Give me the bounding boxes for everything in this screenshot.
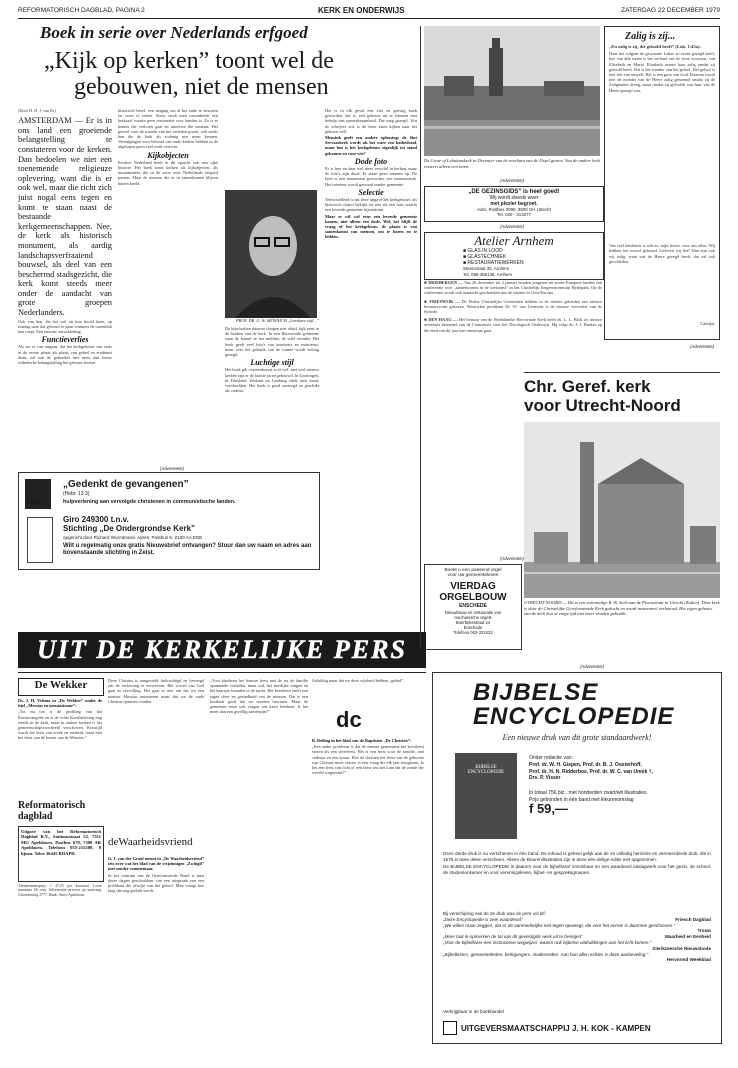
masthead-section: KERK EN ONDERWIJS (318, 6, 405, 15)
byline: (Door H. H. J. van Es) (18, 108, 56, 113)
paragraph-bold: Mensink geeft een andere oplossing: de Sint Servaaskerk wordt als het ware een kathedraal, maar hoe is het kerkgebouw eigenlijk tot stand gekomen en voor wie? (325, 135, 417, 156)
ad-line: ■ GLAS IN LOOD (463, 248, 503, 254)
press-wekker (18, 698, 102, 796)
ad-line: Adm. Postbus 2090, 3500 GH Utrecht (477, 207, 551, 212)
ad-atelier-title: Atelier Arnhem (474, 233, 554, 248)
ad-atelier-arnhem (424, 232, 604, 280)
ad-editor: Drs. P. Visser (529, 775, 561, 782)
paragraph-bold: Ir. J. van der Graaf noemt in „De Waarheidsvriend” iets over wat het blad van de vrijzinnigen „Zwingli” niet zonder commentaar. (108, 856, 204, 872)
news-head: ■ FRIESWIJK — (424, 298, 460, 304)
news-head: ■ DRIEBERGEN — (424, 280, 463, 285)
news-text: Van 26 december tot 2 januari houden jongeren uit zeven Europese landen een conferentie over „samenwonen in de toekomst” in het Christelijk Jongerencentrum Hydepark. Op de conferentie wordt ook aandacht geschonken aan de situatie in Oost-Europa. (424, 280, 602, 296)
ad-gezinsgids-title: „DE GEZINSGIDS” is heel goed! (468, 189, 560, 195)
paragraph-bold: Maar er wil wel eens een levende gemeente komen, niet alleen een dode. Wel, het blijft de vraag of het kerkgebouw de plaats is van samenkomst van mensen, om te horen en te bidden. (325, 213, 417, 240)
section-divider (18, 672, 426, 673)
press-waarheidsvriend (108, 856, 204, 1048)
paragraph: „Een ander probleem is dat de meeste gemeenten het kerstfeest vieren als een sfeerfeest. Het is een feest voor de familie, met cadeaus en een boom. Hoe de christen het feest van de geboorte van Christus moet vieren, is een vraag die elk jaar terugkomt. Is het een feest van licht of een feest van het Lam dat de zonde der wereld wegneemt?” (312, 744, 424, 776)
ad-price: f 59,— (529, 800, 569, 816)
ad-body (443, 851, 711, 905)
subhead-functieverlies: Functieverlies (41, 335, 89, 345)
ad-dol-text: hulpverlening aan vervolgde christenen in communistische landen. (63, 499, 236, 505)
ad-label: (Advertentie) (580, 664, 604, 669)
sidebar-title: Zalig is zij... (625, 31, 676, 42)
ad-label: (Advertentie) (500, 224, 524, 229)
quote: „Deze Encyclopedie is zeer waardevol” (443, 916, 523, 922)
sidebar-body: Daar het volgens de gewoonte Lukas zo ervan gezegd heeft, hoe van alle tonen is het verhaal van de twee vrouwen, van Elisabeth en Maria. Elisabeth noemt haar zalig omdat zij geloofd heeft. Dat is het wonder van het geloof. Het geloof is niet iets van onszelf. Het is een gave van God. Daarom wordt niet de moeder van de Heere zalig genoemd omdat zij de Zaligmaker droeg, maar omdat zij geloofde wat haar van de Heere gezegd was. (609, 51, 715, 93)
column-divider (420, 26, 421, 648)
ad-line: Nieuwbouw en restauratie van (444, 610, 502, 615)
quote: „We willen maar zeggen, dat er de aanmerkelijke niet tegen opweegt, die voor het eerste is daarmee geschreven.” (443, 922, 676, 928)
sidebar-meditation (604, 26, 720, 340)
envelope-icon (27, 517, 53, 563)
town-photo (424, 26, 600, 156)
portrait-image (225, 190, 317, 318)
banner-title: UIT DE KERKELIJKE PERS (37, 635, 407, 664)
ad-bijbelse-title-1: BIJBELSE (473, 679, 599, 706)
portrait-caption: PROF. DR. G. W. MÖNNICH „Leesbare stijl...” (235, 318, 319, 323)
paragraph: Ook van hen, die het wel uit hun hoofd laten, op zondag naar dat gebouw te gaan wanneer de torenklok hen roept. Een enorme ontwikkeling. (18, 318, 112, 335)
paragraph: „Tot nu toe is de profiling van het Kerstevangelie en is de echte Kerstbeleving nog steeds in de kerk, maar in andere kerken is het gemeenschapsvoorbeeld verschoven. Kersttijd wordt het feest van vrede en eenheid, maar niet het feest van de komst van de Messias.” (18, 709, 102, 741)
paragraph: Eerdere Nederland heeft in dit opzicht ook een rijke historie. Het boek toont kerken als kijkobjecten, als monumenten die in de serie over Nederlands erfgoed passen. Maar de mensen die er in samenkomen blijven buiten beeld. (118, 159, 218, 186)
ad-label: (Advertentie) (160, 466, 184, 471)
ad-editors (529, 755, 715, 816)
ad-line: Boerbekestraat 24 (455, 619, 491, 625)
main-article-kicker: Boek in serie over Nederlands erfgoed (40, 23, 308, 42)
quote: „Meer laat ik opmerken de tal van dit gevestigde werk uit te brengen” (443, 934, 583, 940)
ad-label: (Advertentie) (690, 344, 714, 349)
press-col-2: Deze Christus is aangesteld, bekrachtigd en bevoegd om de verlossing te verwerven. Het woord van God gaat in vervulling. Het gaat er niet om dat we een nieuwe Messias ontmoeten maar dat we de oude Christus opnieuw vinden. (108, 678, 204, 704)
publisher-logo-icon (443, 1021, 457, 1035)
headline-line-2: voor Utrecht-Noord (524, 396, 681, 415)
book-cover (455, 753, 517, 839)
quote-source: Waarheid en Eenheid (664, 934, 711, 940)
town-photo-caption: De Grote of Lebuïnuskerk in Deventer van de overkant van de IJssel gezien. Van de andere kerk resteert alleen een toren. (424, 158, 601, 169)
quote: „Voor de bijbellezer een instructieve wegwijzer, waarin ook bijbelse uitdrukkingen aan het licht komen.” (443, 939, 652, 945)
dc-logo: dc (336, 707, 362, 732)
article-column-3 (225, 326, 319, 464)
ad-editor: Prof. dr. H. N. Ridderbos, Prof. dr. W. C. van Unnik †, (529, 768, 653, 775)
quote-source: Hervormd Weekblad (666, 957, 711, 963)
paragraph-bold: B. Reiling in het blad van de Baptisten „De Christen”: (312, 738, 412, 743)
sidebar-signature: Calvijn. (700, 321, 715, 327)
rd-small-print: Abonnementsprijs: f 47,25 per kwartaal. Losse nummers 60 cent. Advertentie-tarieven op aanvraag. Girorekening 2777. Bank: Amro Apeldoorn. (18, 884, 102, 897)
ad-stichting: Stichting „De Ondergrondse Kerk” (63, 524, 196, 533)
article-column-1 (18, 108, 112, 464)
ad-line: mechanische orgels (454, 614, 492, 620)
press-dc-end: Gelukkig maar dat we deze wijsheid hebben „gehad”. (312, 678, 405, 683)
ad-bijbelse-encyclopedie (432, 672, 722, 1044)
news-head: ■ DEN HAAG — (424, 317, 458, 323)
paragraph: historisch besef, een neiging om al het oude te bewaren en voort te zetten. Soms vindt men tussenbeide een kerkzaal waarin geen restauratie voor handen is. Zo is er kennis die verloren gaat en interesse die ontstaat. Het gevoel voor de waarde van het verleden groeit, ook onder hen die de kerk als zodanig niet meer kennen. Verenigingen voor behoud van oude kerken hebben in de afgelopen jaren veel werk verricht. (118, 108, 218, 150)
ad-line: ■ RESTAURATIEWERKEN (463, 259, 524, 266)
masthead-date: ZATERDAG 22 DECEMBER 1979 (621, 7, 720, 14)
ad-line: ■ GLASTECHNIEK (463, 253, 507, 260)
subhead-selectie: Selectie (358, 187, 384, 197)
publisher-name: UITGEVERSMAATSCHAPPIJ J. H. KOK - KAMPEN (461, 1023, 651, 1033)
headline-line-2: gebouwen, niet de mensen (74, 74, 329, 100)
church-caption: UTRECHT-NOORD — Dit is een voormalige R.-K. kerk aan de Pioenstraat in Utrecht (Zuilen). Deze kerk is door de Christelijke Gereformeerde Kerk gekocht en wordt momenteel verbouwd. Het eigen gebouw van de kerk kon al enige tijd niet meer worden gebruikt. (524, 600, 720, 617)
ad-gedenkt (18, 472, 320, 570)
ad-label: (Advertentie) (500, 178, 524, 183)
town-image (424, 26, 600, 156)
paragraph: Het is in elk geval een vlot en geestig boek geworden, dat is, een gebouw uit te tekenen met behulp van opmerkzaamheid. Dat mag gezegd. Wat de schrijver wil, is de lezer laten kijken naar het gebouw zelf. (325, 108, 417, 134)
paragraph: Het boek pik overeenkomst is er wel: niet veel nieuwe kerken zijn er de laatste jaren gebouwd. In Groningen, in Friesland, Zeeland en Limburg vindt men fraaie voorbeelden. Het boek is goed verzorgd en geschikt als cadeau. (225, 367, 319, 394)
rd-colophon: Uitgave van het Reformatorisch Dagblad B.V., Stationsstraat 52, 7311 MG Apeldoorn. Postbus 670, 7300 AR Apeldoorn. Telefoon 055-215200, 8 lijnen. Telex 36445 RDAPD. (18, 826, 104, 882)
main-article-headline (44, 48, 424, 100)
paragraph: Als we er van uitgaan, dat het kerkgebouw van ouds in de eerste plaats als plaats van gebed en eredienst dient, zal ook de gebruiker met meer dan louter esthetische belangstelling het gebouw bezien. (18, 344, 112, 366)
ad-line: met plezier begroet. (490, 201, 538, 207)
ad-verkrijgbaar: Verkrijgbaar in de boekhandel (443, 1009, 504, 1014)
ad-quotes (443, 911, 711, 963)
lead-paragraph: AMSTERDAM — Er is in ons land een groeiende belangstelling te constateren voor de kerken. Dan bedoelen we niet een toenemende religieuze oplevering, want die is er ook wel, maar die richt zich juist nogal eens tegen en komt te staan naast de bestaande kerkgemeenschappen. Nee, de kerk als historisch monument, als aardig landschapsverfraaiend bouwsel, als deel van een beschermd stadsgezicht, die kerk komt steeds meer onder de aandacht van grote groepen Nederlanders. (18, 116, 112, 318)
ad-phone: Tel. 085-456136. Arnhem (463, 272, 513, 278)
waarheidsvriend-logo: deWaarheidsvriend (108, 836, 193, 848)
sidebar-body-2: Van veel betekenis is ook zo, mijn lezers, voor ons allen. Wij hebben het woord gehoord. Geloven wij het? Dan zijn ook wij zalig, want wat de Heere gezegd heeft, dat zal ook geschieden. (609, 243, 715, 264)
sidebar-quote: „En zalig is zij, die geloofd heeft” (Luk. 1:45a). (609, 44, 701, 49)
ad-line: ENSCHEDE (459, 603, 487, 609)
masthead (18, 6, 720, 19)
ad-price-label: Prijs gebonden in één band met kleurenomslag (529, 796, 634, 803)
wekker-logo: De Wekker (18, 678, 104, 696)
masthead-left: REFORMATORISCH DAGBLAD, PAGINA 2 (18, 7, 145, 14)
ad-line: voor uw gemeenteleven (447, 573, 499, 578)
ad-label: (Advertentie) (500, 556, 524, 561)
quote-source: Zierikzeesche Nieuwsbode (652, 945, 711, 951)
ad-line: Boekt u een passend orgel (444, 568, 502, 573)
ad-newsletter: Wilt u regelmatig onze gratis Nieuwsbrief ontvangen? Stuur dan uw naam en adres aan bovenstaande stichting in Zeist. (63, 543, 312, 556)
portrait-photo (225, 190, 317, 318)
ad-quotes-head: Bij verschijning van de 2e druk was de pers vol lof: (443, 911, 546, 916)
paragraph-bold: Ds. J. H. Velema in „De Wekker” onder de titel „Messias en messiasissme”: (18, 698, 102, 709)
church-photo (524, 422, 720, 598)
news-text: Het bestuur van de Nederlandse Hervormde Kerk heeft ds. L. L. Blok tot nieuwe secretaris benoemd van de Commissie voor het Theologisch Onderwijs. Hij volgt ds. J. J. Buskes op die eind van dit jaar met emeritaat gaat. (424, 317, 602, 333)
banner-uit-de-kerkelijke-pers (18, 632, 426, 668)
ad-orgelbouw (424, 564, 522, 650)
ad-orgel-title-1: VIERDAG (450, 581, 496, 592)
ad-gedenkt-title: „Gedenkt de gevangenen” (63, 479, 189, 490)
quote-source: Trouw (697, 928, 711, 934)
subhead-kijkobjecten: Kijkobjecten (147, 150, 189, 160)
paragraph: Deze derde druk is nu verschenen in één band. De inhoud is geheel gelijk aan de 2e volledig herziene en vermeerderde druk, die in 1975 in twee delen verscheen. Alleen de kleurenillustraties zijn in deze één-delige editie niet opgenomen. (443, 851, 711, 862)
chr-geref-headline (524, 372, 720, 415)
rd-logo: Reformatorisch dagblad (18, 800, 86, 822)
ad-phone: Tel. 030 - 313377 (497, 212, 531, 217)
ad-gezinsgids (424, 186, 604, 222)
subhead-luchtige-stijl: Luchtige stijl (250, 358, 294, 368)
book-cover-label: BIJBELSE ENCYCLOPEDIE (467, 765, 505, 775)
ad-line: Telefoon 053-322433 (453, 629, 493, 635)
paragraph: Er is hier en daar wel meer verschil in kerken, maar de foto's zijn dood. Er staan geen mensen op. De kerk is een monument geworden, een museumstuk. Het interieur wordt getoond zonder gemeente. (325, 166, 417, 187)
paragraph: In het centrum van de Gereformeerde Bond is men dezer dagen geschrokken van een uitspraak van een predikant die afwijkt van het geloof. Men vraagt hoe lang dat nog geduld wordt. (108, 872, 204, 894)
ad-dol-label: DOL: (27, 499, 45, 506)
subhead-dode-foto: Dode foto (354, 156, 388, 166)
ad-tagline: Een nieuwe druk van dit grote standaardwerk! (502, 733, 652, 742)
paragraph: De bijschriften daarom slaagen niet altijd, kijk eens in de hoeken van de kerk. In een Hervormde gemeente staat de kansel in het midden, de tafel eronder. Het boek geeft veel foto's van interieurs en exterieurs, maar over het gebruik van de ruimte wordt weinig gezegd. (225, 326, 319, 358)
news-text: De Duitse Christelijke Gemeenten hebben in de meeste gebieden een nieuwe bestuursvorm gekozen. Westrichte predikant Dr. W. van Leeuwen is de nieuwe voorzitter van de Synode. (424, 298, 602, 315)
ad-line: Enschede (463, 624, 483, 630)
ad-line: Steenstraat 30, Arnhem (463, 266, 510, 272)
press-col-3: „Voor kinderen het bontste feest met de tot de familie spannende verhalen, maar ook het heerlijke zingen en het kaarsjes branden in de nacht. Het kerstfeest heeft een eigen sfeer en gezindheid van de mensen. Dat is een kostbaar goed dat we moeten bewaren. Maar de gemeente moet ook vragen wat kerst betekent. Is het meer dan een gezellig samenzijn?” (210, 678, 308, 715)
ad-editors-head: Onder redactie van: (529, 755, 573, 761)
headline-line-1: „Kijk op kerken” toont wel de (44, 48, 334, 74)
quote: „Bijbellezers, gemeenteleden, kerkgangers, studerenden. Aan hun allen echtes is deze aanbeveling.” (443, 951, 649, 957)
church-image (524, 422, 720, 598)
press-christen (312, 738, 424, 1048)
paragraph: De BIJBELSE ENCYCLOPEDIE is daarom voor de bijbellezer onmisbaar en een waardevol naslagwerk voor het gezin, de school, de studentenkamer en voor vereningsleven, bijbel- en gespreksgroepen. (443, 864, 711, 875)
ad-orgel-title-2: ORGELBOUW (439, 592, 507, 603)
ad-founder: opgericht door Richard Wurmbrand. Adres: Postbus 5, 2100 AA EDE (63, 535, 203, 540)
ad-editor: Prof. dr. W. H. Gispen, Prof. dr. B. J. Oosterhoff, (529, 761, 642, 768)
quote-source: Friesch Dagblad (675, 916, 711, 922)
headline-line-1: Chr. Geref. kerk (524, 377, 651, 396)
ad-format: In totaal 756 blz., met honderden zwart/wit illustraties. (529, 790, 648, 797)
ad-gedenkt-ref: (Hebr. 13:3) (63, 491, 90, 497)
article-column-4 (325, 108, 417, 648)
paragraph: Teleurstellend is dat deze uitgave het kerkgebouw als historisch object bekijkt en niet als een huis waarin een levende gemeente bijeenkomt. (325, 197, 417, 213)
ad-giro: Giro 249300 t.n.v. (63, 515, 129, 524)
ad-publisher (443, 1021, 711, 1035)
ad-line: Wij wordt steeds weer (489, 195, 539, 201)
article-column-2 (118, 108, 218, 464)
ad-bijbelse-title-2: ENCYCLOPEDIE (473, 703, 675, 730)
